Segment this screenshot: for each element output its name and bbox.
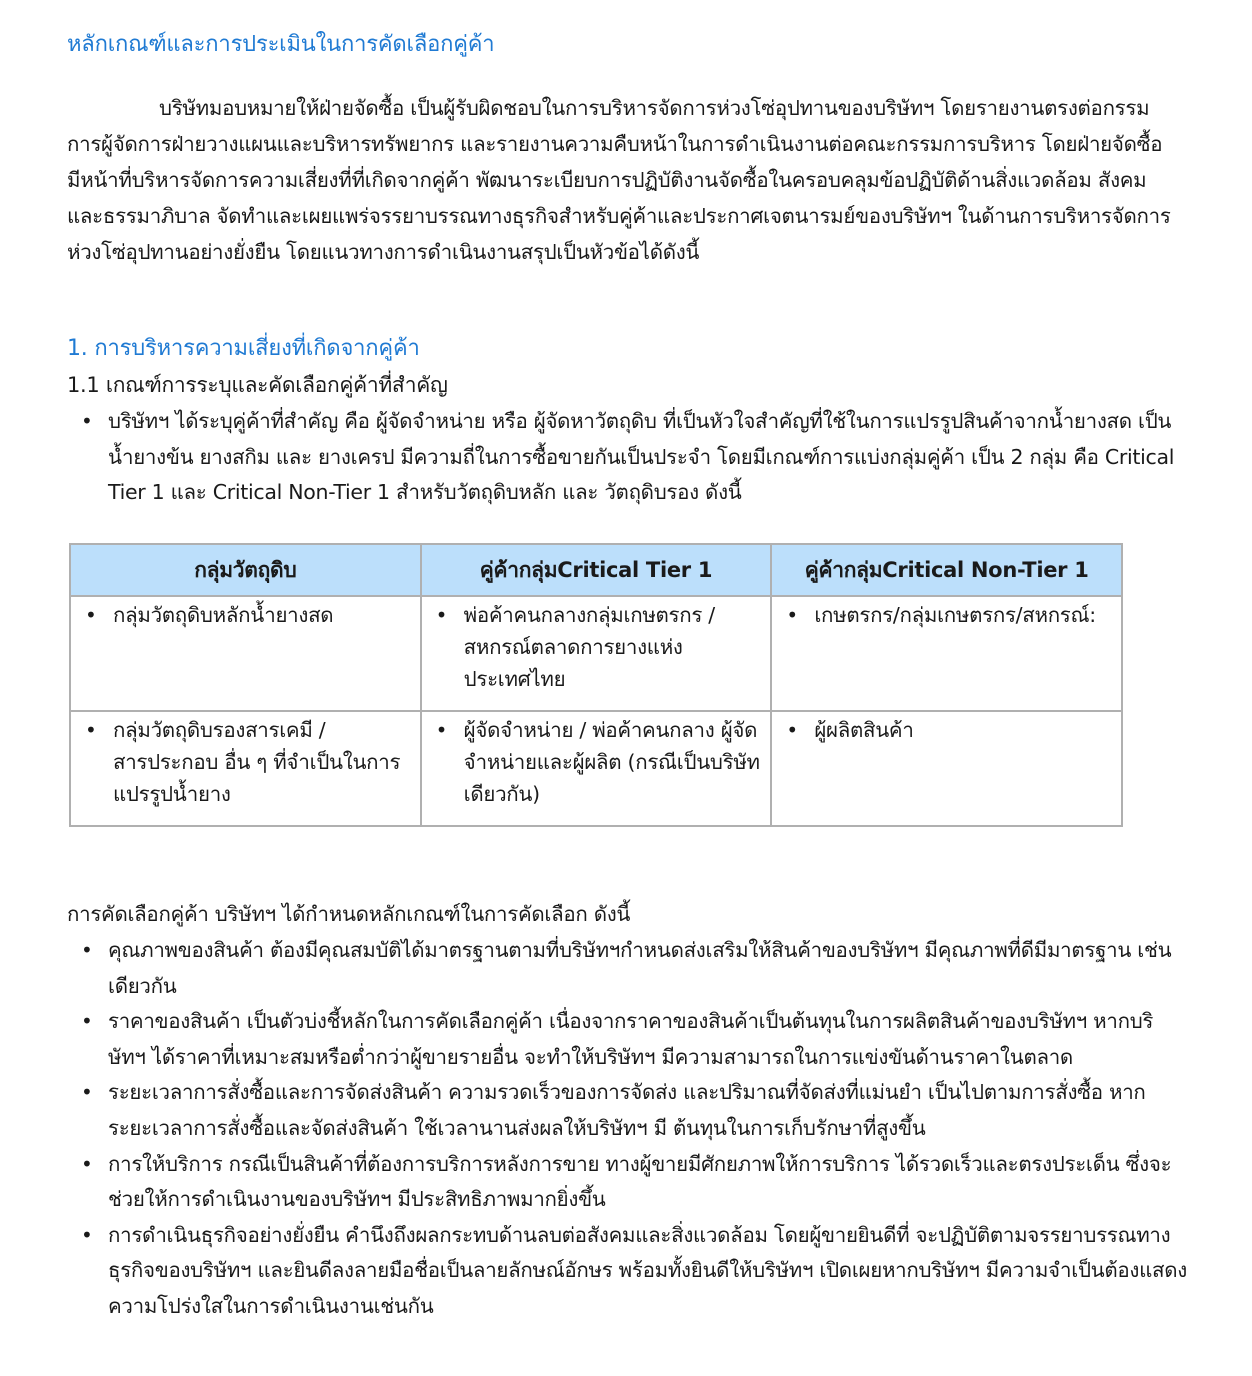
list-item	[71, 599, 414, 631]
column-header-critical-tier-1: คู่ค้ากลุ่มCritical Tier 1	[421, 544, 772, 596]
cell-text: ผู้ผลิตสินค้า	[814, 718, 914, 742]
list-item	[422, 599, 765, 695]
list-item	[772, 599, 1115, 631]
list-item-text: บริษัทฯ ได้ระบุคู่ค้าที่สำคัญ คือ ผู้จัดจำหน่าย หรือ ผู้จัดหาวัตถุดิบ ที่เป็นหัวใจสำคัญที่ใช้ในการแปรรูปสินค้าจากน้ำยางสด เป็น น้ำยางข้น ยางสกิม และ ยางเครป มีความถี่ในการซื้อขายกันเป็นประจำ โดยมีเกณฑ์การแบ่งกลุ่มคู่ค้า เป็น 2 กลุ่ม คือ Critical Tier 1 และ Critical Non-Tier 1 สำหรับวัตถุดิบหลัก และ วัตถุดิบรอง ดังนี้	[108, 409, 1175, 504]
table-cell	[421, 596, 772, 711]
table-row	[70, 711, 1122, 826]
bullet-icon: •	[85, 603, 97, 627]
table-cell	[771, 711, 1122, 826]
bullet-icon: •	[435, 718, 448, 742]
list-item	[67, 1075, 1187, 1146]
list-item	[67, 1147, 1187, 1218]
section-1-heading: 1. การบริหารความเสี่ยงที่เกิดจากคู่ค้า	[67, 336, 420, 361]
list-item-text: ราคาของสินค้า เป็นตัวบ่งชี้หลักในการคัดเลือกคู่ค้า เนื่องจากราคาของสินค้าเป็นต้นทุนในการผลิตสินค้าของบริษัทฯ หากบริษัทฯ ได้ราคาที่เหมาะสมหรือต่ำกว่าผู้ขายรายอื่น จะทำให้บริษัทฯ มีความสามารถในการแข่งขันด้านราคาในตลาด	[108, 1009, 1154, 1069]
bullet-icon: •	[81, 1222, 93, 1247]
cell-text: กลุ่มวัตถุดิบหลักน้ำยางสด	[113, 603, 334, 627]
cell-text: เกษตรกร/กลุ่มเกษตรกร/สหกรณ์:	[814, 603, 1096, 627]
list-item-text: ระยะเวลาการสั่งซื้อและการจัดส่งสินค้า ความรวดเร็วของการจัดส่ง และปริมาณที่จัดส่งที่แม่นยำ เป็นไปตามการสั่งซื้อ หากระยะเวลาการสั่งซื้อและจัดส่งสินค้า ใช้เวลานานส่งผลให้บริษัทฯ มี ต้นทุนในการเก็บรักษาที่สูงขึ้น	[108, 1080, 1146, 1140]
supplier-tier-table	[69, 543, 1123, 827]
bullet-icon: •	[81, 1151, 93, 1176]
table-cell	[421, 711, 772, 826]
column-header-critical-non-tier-1: คู่ค้ากลุ่มCritical Non-Tier 1	[771, 544, 1122, 596]
list-item	[772, 714, 1115, 746]
bullet-icon: •	[786, 718, 798, 742]
bullet-icon: •	[81, 1009, 93, 1034]
table-cell	[771, 596, 1122, 711]
bullet-icon: •	[85, 718, 97, 742]
list-item-text: การให้บริการ กรณีเป็นสินค้าที่ต้องการบริการหลังการขาย ทางผู้ขายมีศักยภาพให้การบริการ ได้รวดเร็วและตรงประเด็น ซึ่งจะช่วยให้การดำเนินงานของบริษัทฯ มีประสิทธิภาพมากยิ่งขึ้น	[108, 1151, 1172, 1212]
cell-text: กลุ่มวัตถุดิบรองสารเคมี / สารประกอบ อื่น ๆ ที่จำเป็นในการแปรรูปน้ำยาง	[113, 718, 401, 806]
bullet-icon: •	[786, 603, 798, 627]
criteria-list	[67, 933, 1187, 1325]
bullet-icon: •	[81, 938, 93, 962]
list-item	[71, 714, 414, 810]
section-1-1-subheading: 1.1 เกณฑ์การระบุและคัดเลือกคู่ค้าที่สำคัญ	[67, 373, 448, 397]
list-item	[67, 404, 1182, 511]
bullet-icon: •	[435, 603, 448, 627]
bullet-icon: •	[81, 409, 93, 433]
column-header-material-group: กลุ่มวัตถุดิบ	[70, 544, 421, 596]
list-item	[422, 714, 765, 810]
table-cell	[70, 596, 421, 711]
bullet-icon: •	[81, 1080, 93, 1105]
table-cell	[70, 711, 421, 826]
list-item-text: คุณภาพของสินค้า ต้องมีคุณสมบัติได้มาตรฐานตามที่บริษัทฯกำหนดส่งเสริมให้สินค้าของบริษัทฯ มีคุณภาพที่ดีมีมาตรฐาน เช่นเดียวกัน	[108, 938, 1172, 998]
table-header-row	[70, 544, 1122, 596]
criteria-intro: การคัดเลือกคู่ค้า บริษัทฯ ได้กำหนดหลักเกณฑ์ในการคัดเลือก ดังนี้	[67, 902, 631, 926]
page-title: หลักเกณฑ์และการประเมินในการคัดเลือกคู่ค้า	[67, 32, 495, 57]
list-item	[67, 1004, 1187, 1075]
table-row	[70, 596, 1122, 711]
section-1-bullets	[67, 404, 1182, 511]
list-item	[67, 933, 1187, 1004]
intro-paragraph	[67, 90, 1177, 270]
cell-text: พ่อค้าคนกลางกลุ่มเกษตรกร / สหกรณ์ตลาดการยางแห่งประเทศไทย	[463, 603, 715, 691]
list-item	[67, 1218, 1187, 1325]
intro-text: บริษัทมอบหมายให้ฝ่ายจัดซื้อ เป็นผู้รับผิดชอบในการบริหารจัดการห่วงโซ่อุปทานของบริษัทฯ โดยรายงานตรงต่อกรรมการผู้จัดการฝ่ายวางแผนและบริหารทรัพยากร และรายงานความคืบหน้าในการดำเนินงานต่อคณะกรรมการบริหาร โดยฝ่ายจัดซื้อมีหน้าที่บริหารจัดการความเสี่ยงที่ที่เกิดจากคู่ค้า พัฒนาระเบียบการปฏิบัติงานจัดซื้อในครอบคลุมข้อปฏิบัติด้านสิ่งแวดล้อม สังคม และธรรมาภิบาล จัดทำและเผยแพร่จรรยาบรรณทางธุรกิจสำหรับคู่ค้าและประกาศเจตนารมย์ของบริษัทฯ ในด้านการบริหารจัดการห่วงโซ่อุปทานอย่างยั่งยืน โดยแนวทางการดำเนินงานสรุปเป็นหัวข้อได้ดังนี้	[67, 96, 1171, 264]
list-item-text: การดำเนินธุรกิจอย่างยั่งยืน คำนึงถึงผลกระทบด้านลบต่อสังคมและสิ่งแวดล้อม โดยผู้ขายยินดีที่ จะปฏิบัติตามจรรยาบรรณทางธุรกิจของบริษัทฯ และยินดีลงลายมือชื่อเป็นลายลักษณ์อักษร พร้อมทั้งยินดีให้บริษัทฯ เปิดเผยหากบริษัทฯ มีความจำเป็นต้องแสดงความโปร่งใสในการดำเนินงานเช่นกัน	[108, 1222, 1187, 1318]
cell-text: ผู้จัดจำหน่าย / พ่อค้าคนกลาง ผู้จัดจำหน่ายและผู้ผลิต (กรณีเป็นบริษัท เดียวกัน)	[463, 718, 760, 806]
